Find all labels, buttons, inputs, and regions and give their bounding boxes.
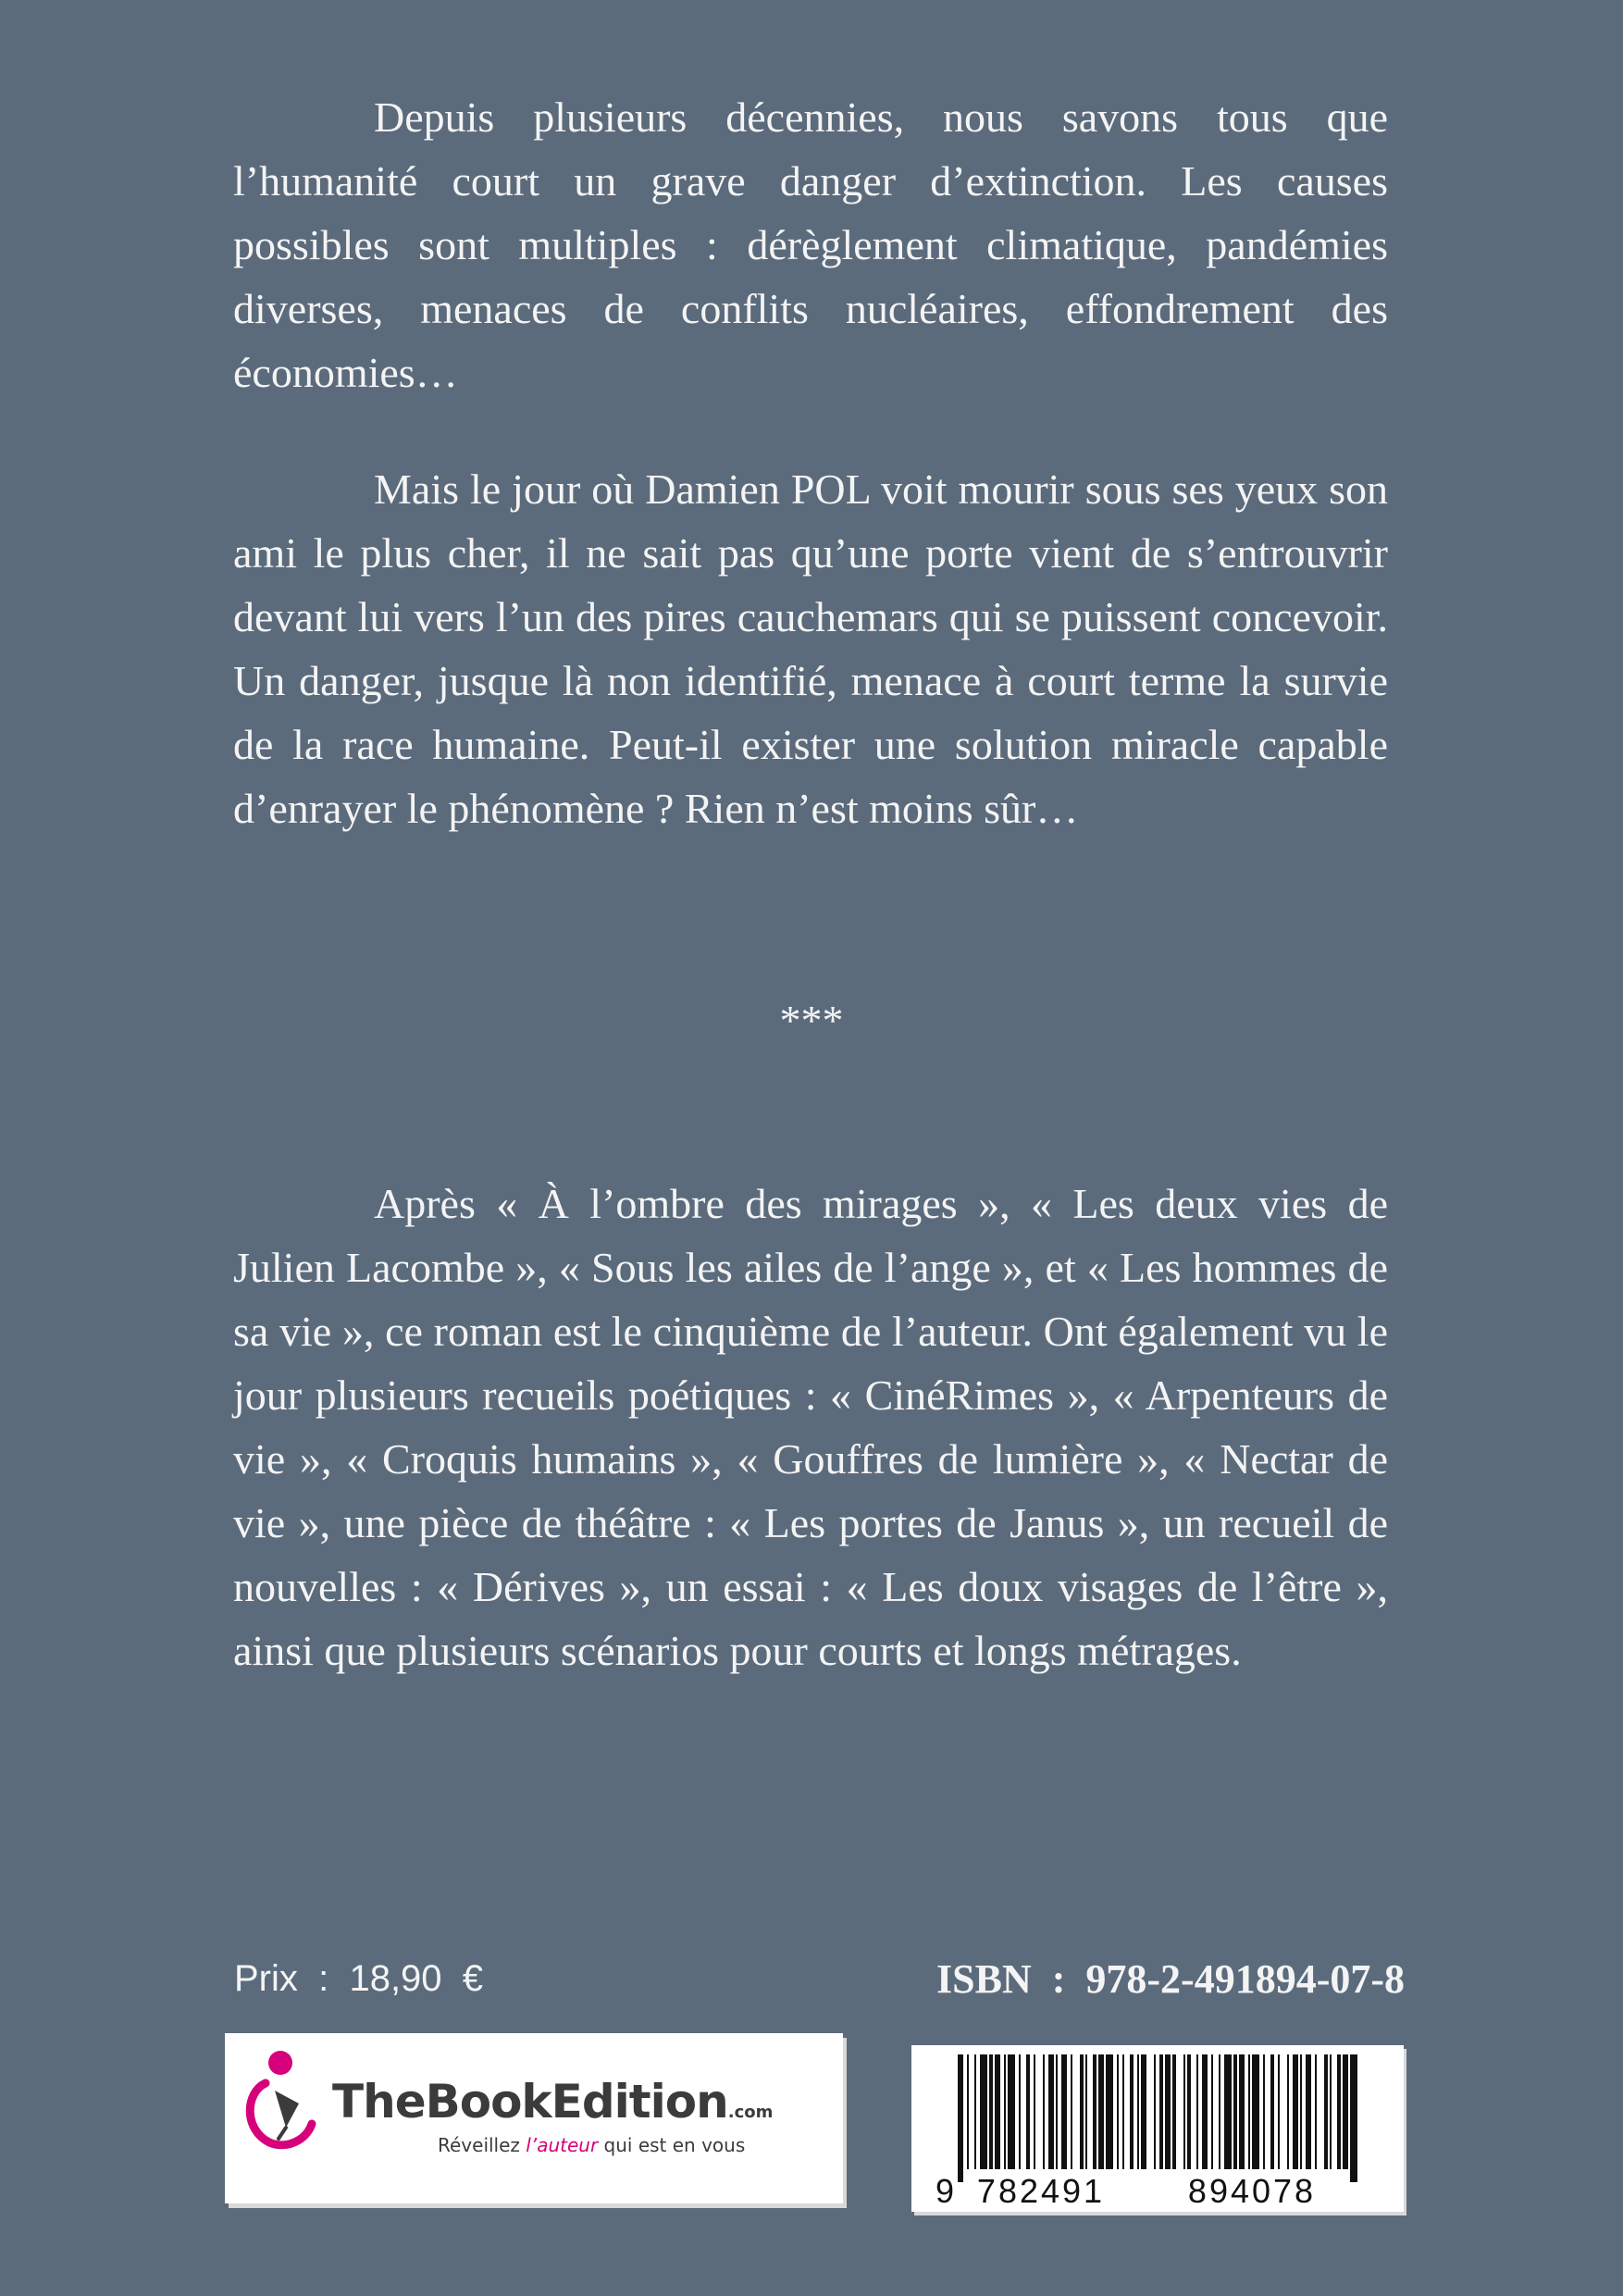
barcode-bar [1019,2054,1021,2169]
barcode-bar [1219,2054,1220,2169]
blurb-paragraph-1 [233,85,1388,404]
barcode-bar [958,2054,963,2182]
barcode-bar [1043,2054,1045,2169]
barcode-bar [1278,2054,1280,2169]
barcode-bar [1008,2054,1015,2169]
barcode-digits-left: 782491 [976,2172,1106,2210]
barcode-bar [1211,2054,1213,2169]
barcode-bar [1183,2054,1185,2169]
barcode-bar [1056,2054,1058,2169]
barcode-bar [1137,2054,1139,2169]
barcode-bar [1306,2054,1311,2169]
barcode-bar [1330,2054,1332,2169]
barcode-bar [1239,2054,1245,2169]
tagline-accent: l’auteur [526,2134,599,2156]
barcode-bar [1233,2054,1237,2169]
tagline-before: Réveillez [438,2134,527,2156]
barcode-bar [1270,2054,1274,2169]
barcode-digits-right: 894078 [1187,2172,1317,2210]
section-separator: *** [779,997,844,1044]
author-bibliography-text: Après « À l’ombre des mirages », « Les deux vies de Julien Lacombe », « Sous les ailes de l’ange », et « Les hommes de sa vie », ce roman est le cinquième de l’auteur. Ont également vu le jour plusieurs recueils poétiques : « CinéRimes », « Arpenteurs de vie », « Croquis humains », « Gouffres de lumière », « Nectar de vie », une pièce de théâtre : « Les portes de Janus », un recueil de nouvelles : « Dérives », un essai : « Les doux visages de l’être », ainsi que plusieurs scénarios pour courts et longs métrages. [233,1180,1388,1674]
tagline-after: qui est en vous [598,2134,746,2156]
barcode-bar [1196,2054,1198,2169]
barcode-bar [1324,2054,1328,2169]
barcode-bar [1130,2054,1134,2169]
publisher-name [332,2074,773,2141]
blurb-paragraph-2-text: Mais le jour où Damien POL voit mourir sous ses yeux son ami le plus cher, il ne sait pas qu’une porte vient de s’entrouvrir devant lui vers l’un des pires cauchemars qui se puissent concevoir. Un danger, jusque là non identifié, menace à court terme la survie de la race humaine. Peut-il exister une solution miracle capable d’enrayer le phénomène ? Rien n’est moins sûr… [233,465,1388,832]
barcode-bar [1106,2054,1113,2169]
barcode-bar [1165,2054,1171,2169]
barcode-bar [1202,2054,1208,2169]
barcode-bar [1154,2054,1156,2169]
barcode-bar [1034,2054,1035,2169]
barcode-bar [1252,2054,1259,2169]
barcode-bar [1117,2054,1119,2169]
barcode-bar [1293,2054,1298,2169]
person-pen-icon [238,2046,321,2166]
publisher-name-text: TheBookEdition [332,2075,728,2128]
barcode-bar [1350,2054,1357,2182]
barcode-bar [1093,2054,1096,2169]
barcode-bar [1343,2054,1348,2169]
barcode-bar [1098,2054,1104,2169]
author-bibliography [233,1172,1388,1682]
barcode-bar [1026,2054,1030,2169]
barcode-bar [980,2054,987,2169]
barcode-bar [1263,2054,1265,2169]
barcode-bar [1172,2054,1176,2169]
barcode-bar [974,2054,976,2169]
barcode-bar [1337,2054,1341,2169]
barcode-bar [1141,2054,1146,2169]
barcode-bar [1300,2054,1302,2169]
price-label: Prix : 18,90 € [234,1958,484,1999]
barcode-icon [911,2045,1404,2212]
blurb-paragraph-2 [233,457,1388,840]
barcode-bars [958,2054,1357,2182]
barcode-bar [1315,2054,1317,2169]
barcode-bar [1048,2054,1054,2169]
barcode-bar [995,2054,1000,2169]
barcode-bar [1080,2054,1084,2169]
publisher-domain-suffix: .com [727,2103,774,2122]
barcode-bar [1122,2054,1124,2169]
barcode-bar [989,2054,993,2169]
blurb-paragraph-1-text: Depuis plusieurs décennies, nous savons tous que l’humanité court un grave danger d’extinction. Les causes possibles sont multiples : dérèglement climatique, pandémies diverses, menaces de conflits nucléaires, effondrement des économies… [233,93,1388,396]
barcode-bar [1071,2054,1072,2169]
barcode-digit-lead: 9 [935,2172,955,2210]
barcode-bar [1287,2054,1289,2169]
barcode-bar [1085,2054,1087,2169]
barcode-bar [1224,2054,1232,2169]
barcode-bar [1159,2054,1163,2169]
isbn-barcode [911,2045,1404,2212]
barcode-bar [1187,2054,1191,2169]
barcode-bar [967,2054,969,2169]
barcode-bar [1004,2054,1006,2169]
barcode-bar [1248,2054,1250,2169]
publisher-tagline [438,2133,745,2157]
barcode-bar [1061,2054,1067,2169]
isbn-label: ISBN : 978-2-491894-07-8 [936,1956,1405,2002]
publisher-logo [225,2033,843,2203]
